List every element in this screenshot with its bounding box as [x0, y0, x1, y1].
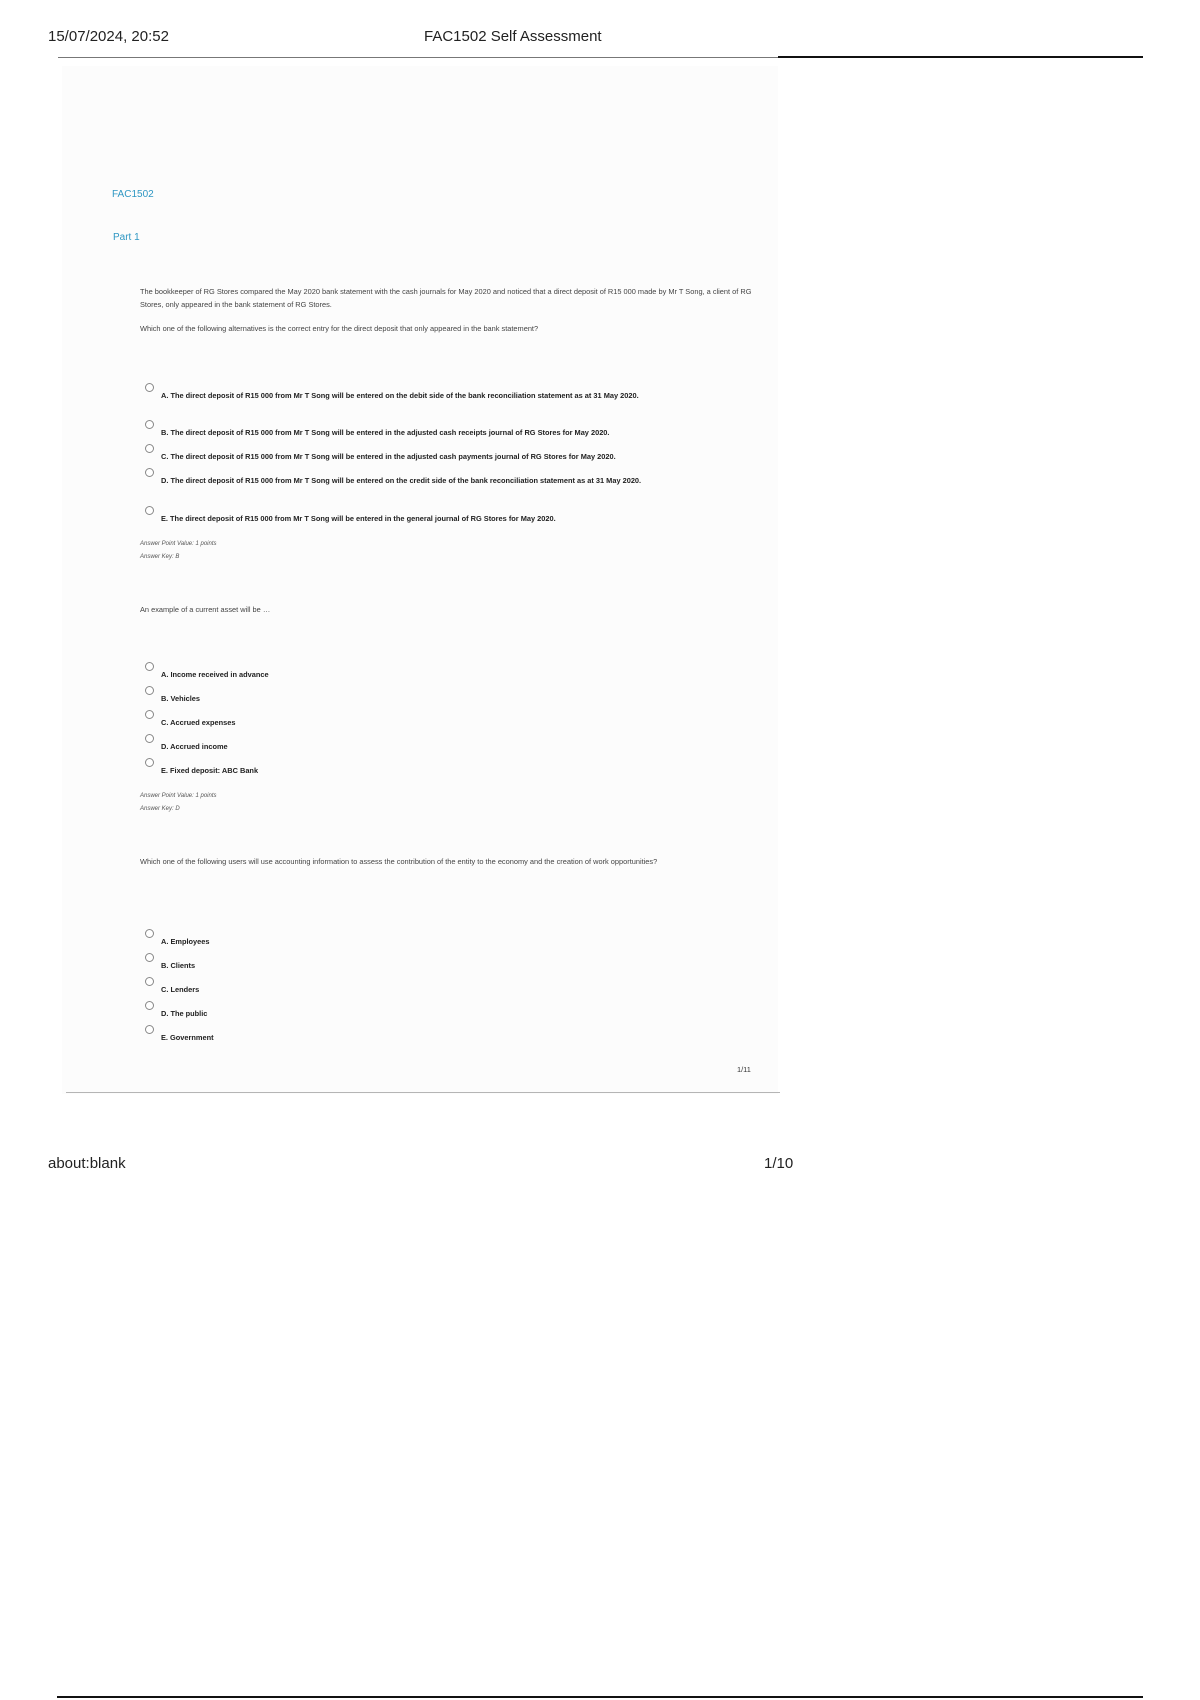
- radio-button[interactable]: [145, 506, 154, 515]
- option-label: B. Clients: [161, 961, 196, 970]
- print-footer-url: about:blank: [48, 1155, 126, 1172]
- option-label: D. The public: [161, 1009, 208, 1018]
- print-footer-page-number: 1/10: [764, 1155, 794, 1172]
- course-code: FAC1502: [112, 189, 154, 200]
- question-3-option-a[interactable]: [145, 936, 745, 949]
- radio-button[interactable]: [145, 468, 154, 477]
- option-label: A. Income received in advance: [161, 670, 269, 679]
- radio-button[interactable]: [145, 1001, 154, 1010]
- option-label: B. The direct deposit of R15 000 from Mr T Song will be entered in the adjusted cash receipts journal of RG Stores for May 2020.: [161, 428, 610, 437]
- option-label: C. The direct deposit of R15 000 from Mr T Song will be entered in the adjusted cash payments journal of RG Stores for May 2020.: [161, 452, 616, 461]
- question-2-option-a[interactable]: [145, 669, 745, 682]
- question-3-option-e[interactable]: [145, 1032, 745, 1045]
- radio-button[interactable]: [145, 444, 154, 453]
- radio-button[interactable]: [145, 383, 154, 392]
- question-2-option-d[interactable]: [145, 741, 745, 754]
- question-1-prompt: Which one of the following alternatives is the correct entry for the direct deposit that only appeared in the bank statement?: [140, 324, 539, 333]
- footer-divider: [57, 1696, 1143, 1698]
- question-1-option-a[interactable]: [145, 390, 745, 403]
- print-header: [48, 28, 1143, 50]
- option-label: C. Lenders: [161, 985, 200, 994]
- question-1-option-d[interactable]: [145, 475, 745, 488]
- option-label: E. The direct deposit of R15 000 from Mr T Song will be entered in the general journal of RG Stores for May 2020.: [161, 514, 556, 523]
- option-label: E. Fixed deposit: ABC Bank: [161, 766, 259, 775]
- question-1-option-e[interactable]: [145, 513, 745, 526]
- question-2-point-value: Answer Point Value: 1 points: [140, 793, 217, 799]
- print-page-title: FAC1502 Self Assessment: [424, 28, 602, 45]
- header-divider-bold: [778, 56, 1143, 58]
- question-1-answer-key: Answer Key: B: [140, 554, 180, 560]
- radio-button[interactable]: [145, 662, 154, 671]
- option-label: B. Vehicles: [161, 694, 201, 703]
- question-1-point-value: Answer Point Value: 1 points: [140, 541, 217, 547]
- part-heading: Part 1: [113, 232, 140, 243]
- question-2-option-e[interactable]: [145, 765, 745, 778]
- radio-button[interactable]: [145, 758, 154, 767]
- radio-button[interactable]: [145, 734, 154, 743]
- radio-button[interactable]: [145, 977, 154, 986]
- question-3-text: Which one of the following users will use accounting information to assess the contribution of the entity to the economy and the creation of work opportunities?: [140, 857, 658, 866]
- radio-button[interactable]: [145, 686, 154, 695]
- radio-button[interactable]: [145, 953, 154, 962]
- header-divider: [58, 57, 778, 58]
- question-1-option-c[interactable]: [145, 451, 745, 464]
- option-label: E. Government: [161, 1033, 214, 1042]
- inner-page-number: 1/11: [737, 1065, 751, 1074]
- radio-button[interactable]: [145, 710, 154, 719]
- option-label: A. Employees: [161, 937, 210, 946]
- radio-button[interactable]: [145, 420, 154, 429]
- option-label: C. Accrued expenses: [161, 718, 236, 727]
- question-2-option-b[interactable]: [145, 693, 745, 706]
- question-1-text: The bookkeeper of RG Stores compared the May 2020 bank statement with the cash journals for May 2020 and noticed that a direct deposit of R15 000 made by Mr T Song, a client of RG Stores, only appeared in the bank statement of RG Stores.: [140, 287, 752, 309]
- question-2-option-c[interactable]: [145, 717, 745, 730]
- print-datetime: 15/07/2024, 20:52: [48, 28, 169, 45]
- option-label: A. The direct deposit of R15 000 from Mr T Song will be entered on the debit side of the bank reconciliation statement as at 31 May 2020.: [161, 391, 639, 400]
- question-3-option-d[interactable]: [145, 1008, 745, 1021]
- option-label: D. Accrued income: [161, 742, 228, 751]
- radio-button[interactable]: [145, 1025, 154, 1034]
- question-2-answer-key: Answer Key: D: [140, 806, 180, 812]
- option-label: D. The direct deposit of R15 000 from Mr T Song will be entered on the credit side of the bank reconciliation statement as at 31 May 2020.: [161, 476, 642, 485]
- question-3-option-b[interactable]: [145, 960, 745, 973]
- question-1-option-b[interactable]: [145, 427, 745, 440]
- question-2-text: An example of a current asset will be …: [140, 605, 271, 614]
- radio-button[interactable]: [145, 929, 154, 938]
- question-3-option-c[interactable]: [145, 984, 745, 997]
- page-divider: [66, 1092, 780, 1093]
